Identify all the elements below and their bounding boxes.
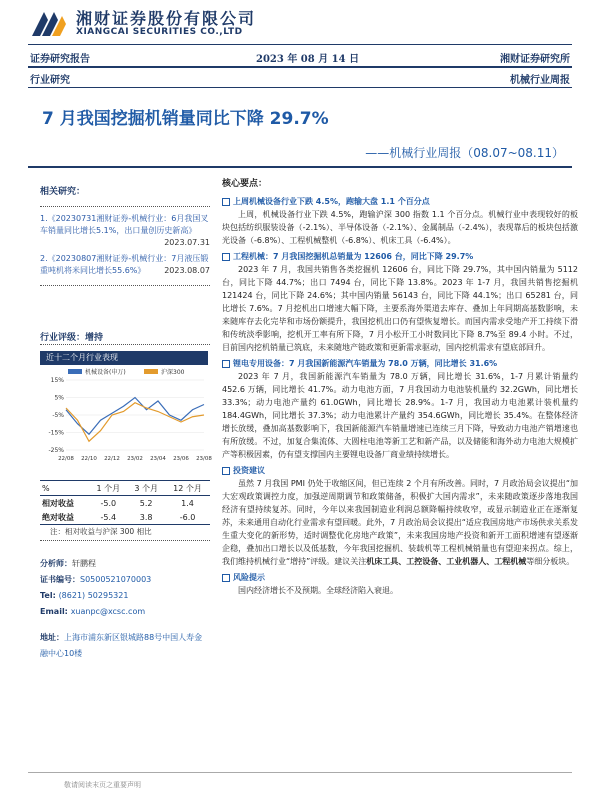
report-date: 2023 年 08 月 14 日	[256, 54, 360, 65]
bullet-square-icon	[222, 360, 230, 368]
section-body: 上周，机械设备行业下跌 4.5%，跑输沪深 300 指数 1.1 个百分点。机械行业中表现较好的板块包括纺织服装设备（-2.1%）、半导体设备（-2.1%）、金属制品（-2.4%），表现靠后的板块包括激光设备（-6.8%）、工程机械整机（-6.8%）、机床工具（-6.4%）。	[222, 210, 578, 245]
table-row: 相对收益 -5.0 5.2 1.4	[42, 498, 194, 508]
company-logo	[28, 8, 68, 40]
company-name-cn: 湘财证券股份有限公司	[76, 9, 257, 28]
section-body: 国内经济增长不及预期。全球经济陷入衰退。	[238, 586, 398, 595]
institute-name: 湘财证券研究所	[500, 54, 570, 65]
section-body: 2023 年 7 月，我国新能源汽车销量为 78.0 万辆，同比增长 31.6%，1-7 月累计销量约 452.6 万辆，同比增长 41.7%。动力电池方面，7 月我国动力电池装机量约 32.2GWh，同比增长 33.3%；动力电池产量约 61.0GWh，同比增长 28.9%。1-7 月，我国动力电池累计装机量约 184.4GWh，同比增长 37.3%；动力电池累计产量约 354.6GWh，同比增长 35.4%。在整体经济增长放缓，叠加高基数影响下，我国新能源汽车销量增速已连续三月下降，导致动力电池产销增速也有所放缓。不过，加复合集流体、大圆柱电池等新工艺和新产品，以及储能和海外动力电池大规模扩产等积极因素，仍有望支撑国内主要锂电设备厂商业绩持续增长。	[222, 372, 578, 459]
section-body: 2023 年 7 月，我国共销售各类挖掘机 12606 台，同比下降 29.7%，其中国内销量为 5112 台，同比下降 44.7%；出口 7494 台，同比下降 13.8%。2023 年 1-7 月，我国共销售挖掘机 121424 台，同比下降 24.6%；其中国内销量 56143 台，同比下降 44.1%；出口 65281 台，同比增长 7.6%。7 月挖机出口增速大幅下降，主要系海外渠道去库存、叠加上年同期高基数影响，未来随库存去化完毕和市场份额提升，我国挖机出口仍有望恢复增长。而国内需求受地产开工持续下滑和传统淡季影响，挖机开工率有所下降，7 月小松开工小时数同比下降 8.7%至 89.4 小时。不过，目前国内挖机销量已筑底，未来随地产链政策和更新需求驱动，国内挖机需求有望底部回升。	[222, 265, 578, 352]
cert-label: 证书编号：	[40, 575, 80, 584]
cert-number: S0500521070003	[80, 575, 152, 584]
analyst-name: 轩鹏程	[72, 559, 96, 568]
y-tick-label: -25%	[48, 447, 64, 454]
tel-number: (8621) 50295321	[58, 591, 129, 600]
footer-disclaimer: 敬请阅读末页之重要声明	[64, 781, 141, 789]
category: 行业研究	[30, 75, 70, 86]
x-tick-label: 23/04	[150, 456, 166, 462]
table-note: 注：相对收益与沪深 300 相比	[50, 527, 152, 536]
table-header: 12 个月	[173, 483, 202, 493]
y-tick-label: -15%	[48, 429, 64, 437]
x-tick-label: 23/08	[196, 456, 212, 462]
rating-value: 增持	[85, 333, 104, 343]
bullet-square-icon	[222, 574, 230, 582]
page-title: 7 月我国挖掘机销量同比下降 29.7%	[42, 109, 329, 129]
page-subtitle: ——机械行业周报（08.07~08.11）	[365, 146, 564, 160]
performance-chart	[40, 366, 210, 470]
tel-label: Tel:	[40, 591, 56, 600]
table-header: 3 个月	[134, 483, 158, 493]
y-tick-label: -5%	[52, 412, 64, 419]
table-row: 绝对收益 -5.4 3.8 -6.0	[40, 510, 210, 525]
legend-swatch	[144, 369, 158, 374]
section-title: 上周机械设备行业下跌 4.5%，跑输大盘 1.1 个百分点	[233, 197, 430, 206]
section-title: 风险提示	[233, 573, 265, 582]
legend-label: 沪深300	[161, 369, 185, 376]
related-item[interactable]: 2.《20230807湘财证券-机械行业：7月液压锻重吨机将米同比增长55.6%》 2023.08.07	[40, 254, 210, 275]
chart-title: 近十二个月行业表现	[40, 351, 208, 365]
x-tick-label: 23/06	[173, 456, 189, 462]
x-tick-label: 22/08	[58, 456, 74, 462]
legend-swatch	[68, 369, 82, 374]
analyst-label: 分析师：	[40, 559, 72, 568]
performance-table	[40, 480, 210, 525]
key-points-heading: 核心要点：	[222, 179, 268, 189]
company-name-en: XIANGCAI SECURITIES CO.,LTD	[76, 27, 243, 37]
x-tick-label: 23/02	[127, 456, 143, 462]
address-label: 地址：	[40, 633, 64, 642]
email-label: Email:	[40, 607, 68, 616]
series-name: 机械行业周报	[510, 75, 570, 86]
y-tick-label: 5%	[54, 394, 64, 402]
section-body: 虽然 7 月我国 PMI 仍处于收缩区间，但已连续 2 个月有所改善。同时，7 月政治局会议提出“加大宏观政策调控力度，加强逆周期调节和政策储备，积极扩大国内需求”，未来随政策逐步落地我国经济有望持续复苏。同时，今年以来我国制造业利润总额降幅持续收窄，或显示制造业正在逐渐复苏，未来通用自动化行业需求有望回暖。此外，7 月政治局会议提出“适应我国房地产市场供求关系发生重大变化的新形势，适时调整优化房地产政策”，未来我国房地产投资和新开工面积增速有望逐渐企稳，叠加出口增长以及低基数，今年我国挖掘机、装载机等工程机械销量也有望迎来拐点。综上，我们维持机械行业“增持”评级。建议关注机床工具、工控设备、工业机器人、工程机械等细分板块。	[222, 479, 578, 566]
x-tick-label: 22/12	[104, 456, 120, 462]
bullet-square-icon	[222, 253, 230, 261]
y-tick-label: 15%	[50, 377, 64, 384]
related-item[interactable]: 1.《20230731湘财证券-机械行业：6月我国叉车销量同比增长5.1%，出口量创历史新高》 2023.07.31	[40, 214, 210, 247]
bullet-square-icon	[222, 467, 230, 475]
legend-label: 机械设备(申万)	[85, 369, 126, 376]
section-title: 锂电专用设备：7 月我国新能源汽车销量为 78.0 万辆，同比增长 31.6%	[233, 359, 498, 368]
table-header: %	[42, 483, 50, 493]
bullet-square-icon	[222, 198, 230, 206]
section-title: 工程机械：7 月我国挖掘机总销量为 12606 台，同比下降 29.7%	[233, 252, 474, 261]
table-header: 1 个月	[96, 483, 121, 493]
report-type: 证券研究报告	[30, 54, 90, 65]
x-tick-label: 22/10	[81, 456, 97, 462]
rating-label: 行业评级：	[40, 333, 86, 343]
series-line	[66, 403, 204, 442]
email-link[interactable]: xuanpc@xcsc.com	[70, 607, 146, 616]
related-heading: 相关研究：	[40, 187, 86, 197]
section-title: 投资建议	[233, 466, 265, 475]
address: 上海市浦东新区银城路88号中国人寿金融中心10楼	[40, 633, 203, 658]
